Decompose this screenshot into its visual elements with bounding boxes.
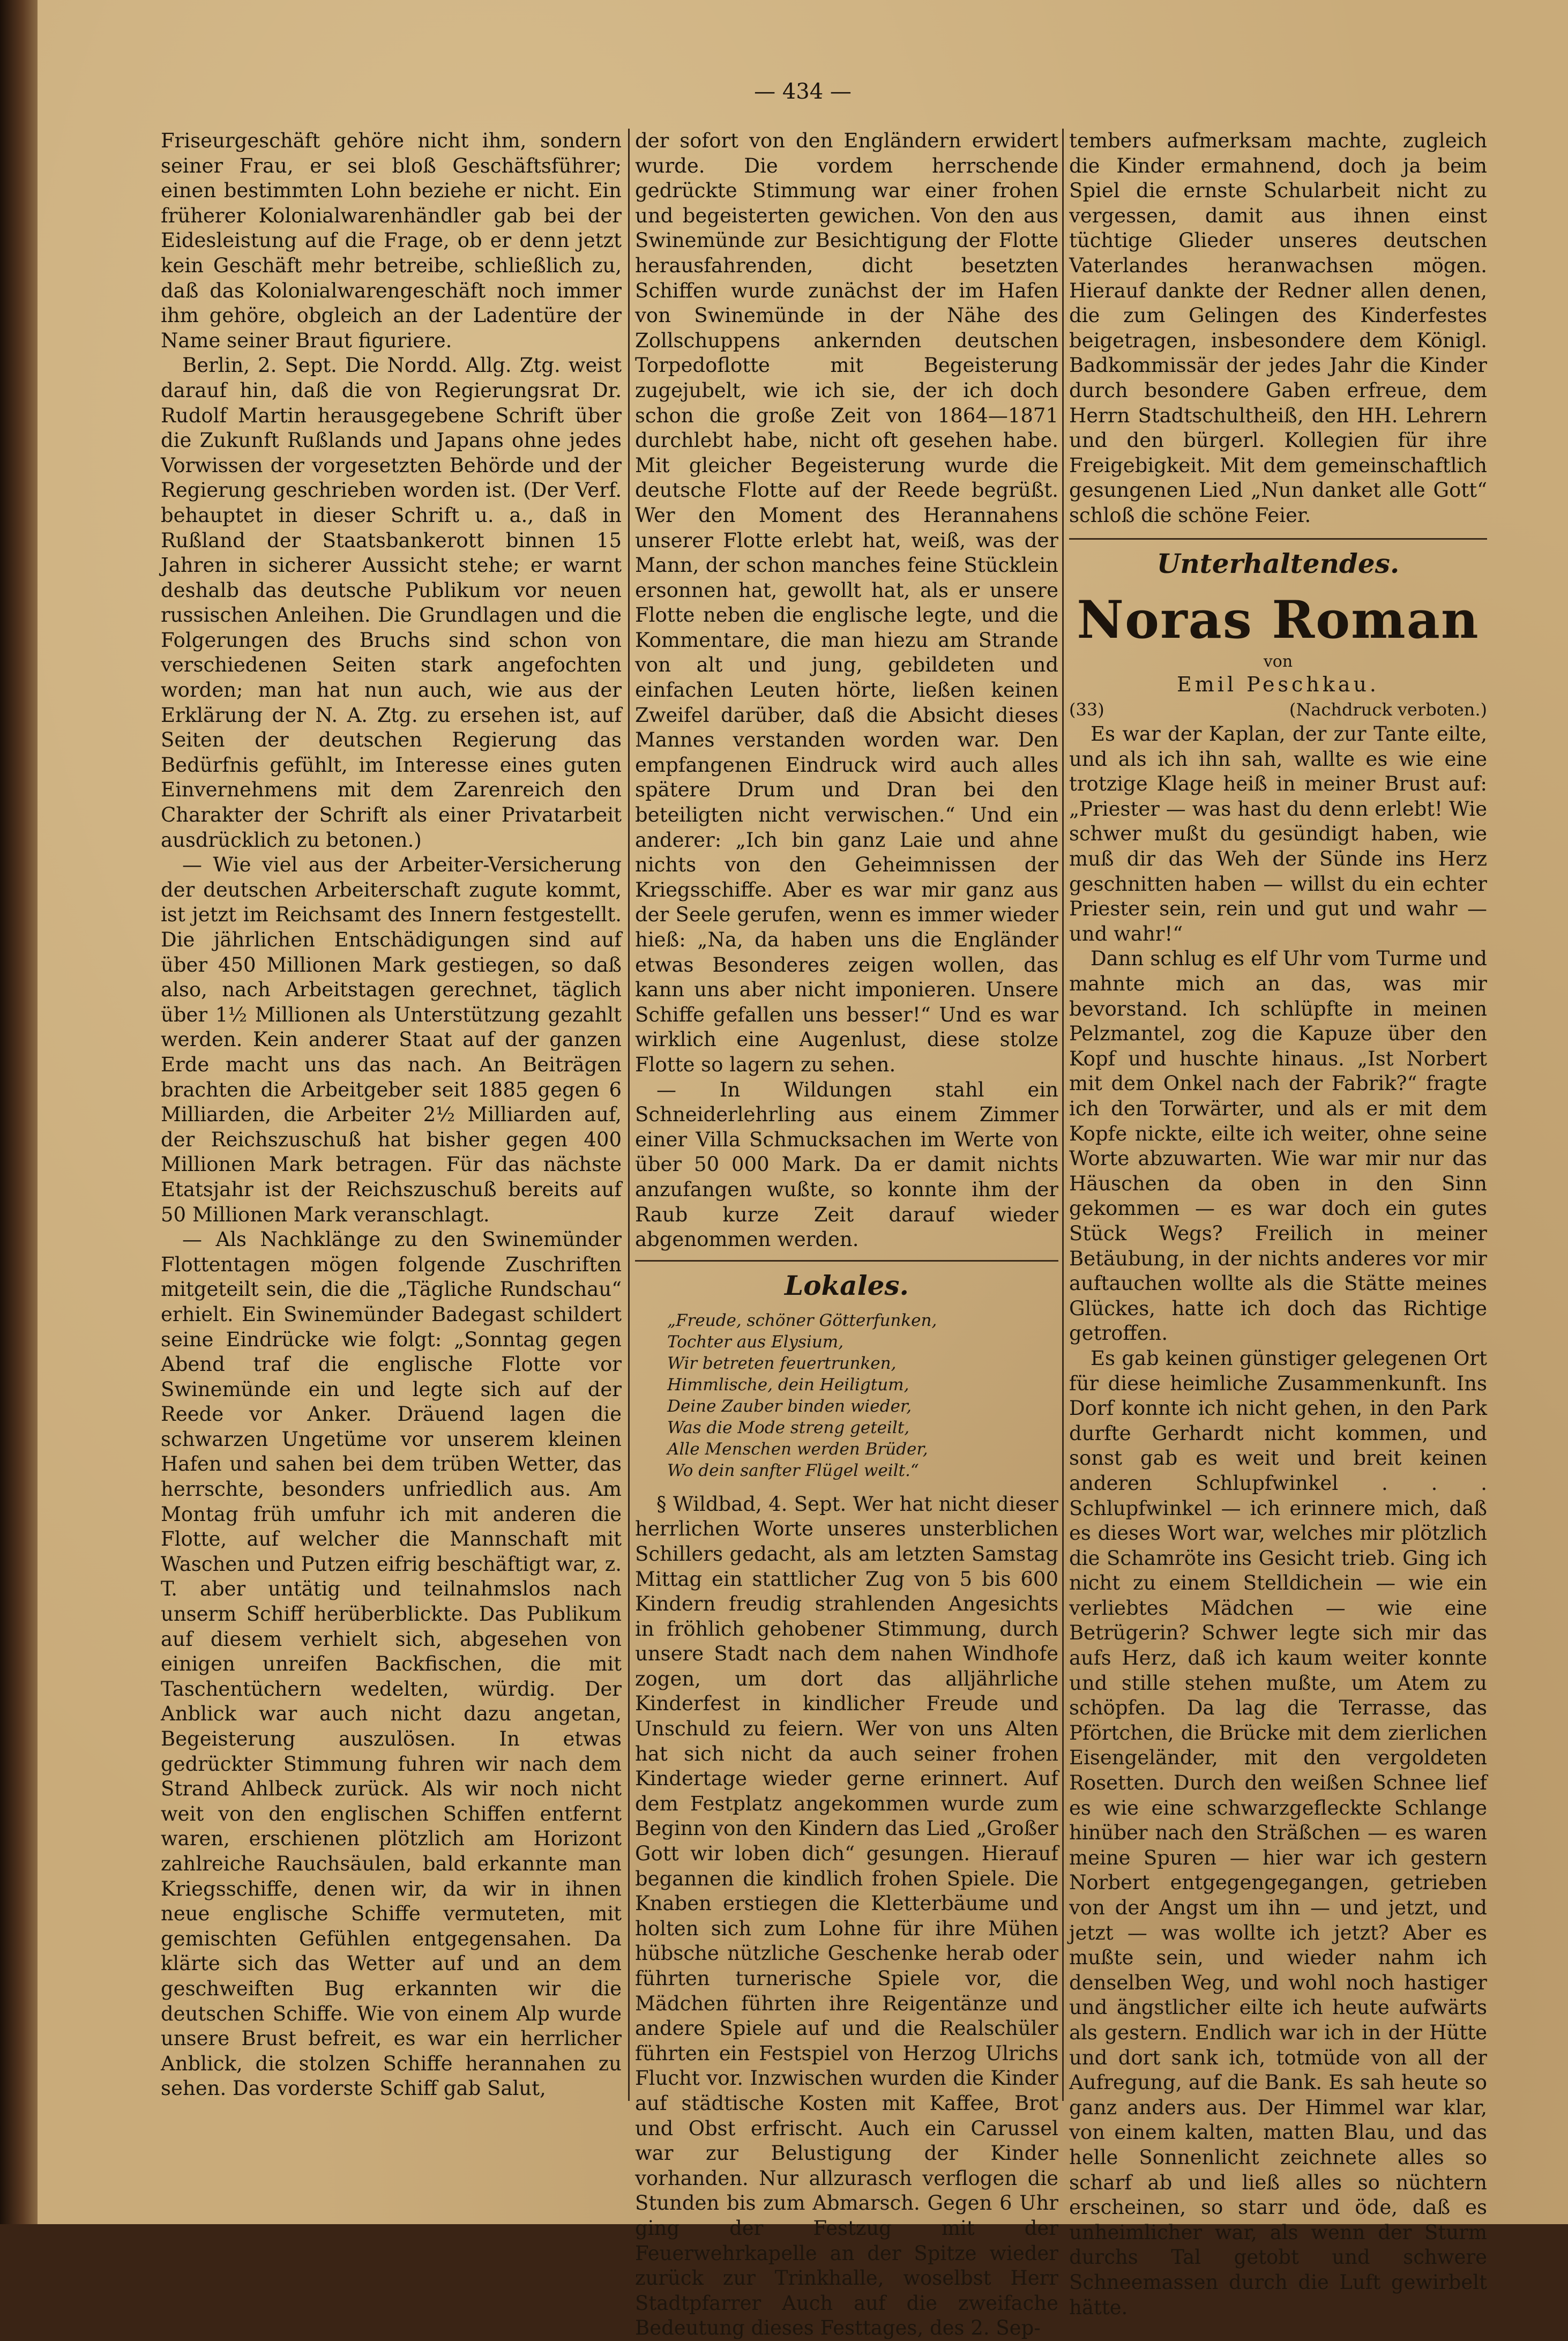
section-divider <box>1069 538 1487 540</box>
novel-paragraph: Dann schlug es elf Uhr vom Turme und mahnte mich an das, was mir bevorstand. Ich schlüpfte in meinen Pelzmantel, zog die Kapuze über den Kopf und huschte hinaus. „Ist Norbert mit dem Onkel nach der Fabrik?“ fragte ich den Torwärter, und als er mit dem Kopfe nickte, eilte ich weiter, ohne seine Worte abzuwarten. Wie war mir nur das Häuschen da oben in den Sinn gekommen — es war doch ein gutes Stück Wegs? Freilich in meiner Betäubung, in der nichts anderes vor mir auftauchen wollte als die Stätte meines Glückes, hatte ich doch das Richtige getroffen. <box>1069 947 1487 1345</box>
article-paragraph: — Als Nachklänge zu den Swinemünder Flottentagen mögen folgende Zuschriften mitgeteilt sein, die die „Tägliche Rundschau“ erhielt. Ein Swinemünder Badegast schildert seine Eindrücke wie folgt: „Sonntag gegen Abend traf die englische Flotte vor Swinemünde ein und legte sich auf der Reede vor Anker. Dräuend lagen die schwarzen Ungetüme vor unserem kleinen Hafen und sahen bei dem trüben Wetter, das herrschte, besonders unfriedlich aus. Am Montag früh umfuhr ich mit anderen die Flotte, auf welcher die Mannschaft mit Waschen und Putzen eifrig beschäftigt war, z. T. aber untätig und teilnahmslos nach unserm Schiff herüberblickte. Das Publikum auf diesem verhielt sich, abgesehen von einigen unreifen Backfischen, die mit Taschentüchern wedelten, würdig. Der Anblick war auch nicht dazu angetan, Begeisterung auszulösen. In etwas gedrückter Stimmung fuhren wir nach dem Strand Ahlbeck zurück. Als wir noch nicht weit von den englischen Schiffen entfernt waren, erschienen plötzlich am Horizont zahlreiche Rauchsäulen, bald erkannte man Kriegsschiffe, denen wir, da wir in ihnen neue englische Schiffe vermuteten, mit gemischten Gefühlen entgegensahen. Da klärte sich das Wetter auf und an dem geschweiften Bug erkannten wir die deutschen Schiffe. Wie von einem Alp wurde unsere Brust befreit, es war ein herrlicher Anblick, die stolzen Schiffe herannahen zu sehen. Das vorderste Schiff gab Salut, <box>161 1228 622 2100</box>
column-divider <box>1062 129 1064 2101</box>
article-paragraph: § Wildbad, 4. Sept. Wer hat nicht dieser herrlichen Worte unseres unsterblichen Schillers gedacht, als am letzten Samstag Mittag ein stattlicher Zug von 5 bis 600 Kindern freudig strahlenden Angesichts in fröhlich gehobener Stimmung, durch unsere Stadt nach dem nahen Windhofe zogen, um dort das alljährliche Kinderfest in kindlicher Freude und Unschuld zu feiern. Wer von uns Alten hat sich nicht da auch seiner frohen Kindertage wieder gerne erinnert. Auf dem Festplatz angekommen wurde zum Beginn von den Kindern das Lied „Großer Gott wir loben dich“ gesungen. Hierauf begannen die kindlich frohen Spiele. Die Knaben erstiegen die Kletterbäume und holten sich zum Lohne für ihre Mühen hübsche nützliche Geschenke herab oder führten turnerische Spiele vor, die Mädchen führten ihre Reigentänze und andere Spiele auf und die Realschüler führten ein Festspiel von Herzog Ulrichs Flucht vor. Inzwischen wurden die Kinder auf städtische Kosten mit Kaffee, Brot und Obst erfrischt. Auch ein Carussel war zur Belustigung der Kinder vorhanden. Nur allzurasch verflogen die Stunden bis zum Abmarsch. Gegen 6 Uhr ging der Festzug mit der Feuerwehrkapelle an der Spitze wieder zurück zur Trinkhalle, woselbst Herr Stadtpfarrer Auch auf die zweifache Bedeutung dieses Festtages, des 2. Sep- <box>635 1492 1058 2340</box>
byline-von: von <box>1263 652 1293 671</box>
poem-line: Alle Menschen werden Brüder, <box>667 1439 928 1459</box>
section-title-lokales: Lokales. <box>785 1269 909 1301</box>
installment-row <box>1069 697 1487 722</box>
novel-paragraph: Es gab keinen günstiger gelegenen Ort für diese heimliche Zusammenkunft. Ins Dorf konnte ich nicht gehen, in den Park durfte Gerhardt nicht kommen, und sonst gab es weit und breit keinen anderen Schlupfwinkel . . . Schlupfwinkel — ich erinnere mich, daß es dieses Wort war, welches mir plötzlich die Schamröte ins Gesicht trieb. Ging ich nicht zu einem Stelldichein — wie ein verliebtes Mädchen — wie eine Betrügerin? Schwer legte sich mir das aufs Herz, daß ich kaum weiter konnte und stille stehen mußte, um Atem zu schöpfen. Da lag die Terrasse, das Pförtchen, die Brücke mit dem zierlichen Eisengeländer, mit den vergoldeten Rosetten. Durch den weißen Schnee lief es wie eine schwarzgefleckte Schlange hinüber nach den Sträßchen — es waren meine Spuren — hier war ich gestern Norbert entgegengegangen, getrieben von der Angst um ihn — und jetzt, und jetzt — was wollte ich jetzt? Aber es mußte sein, und wieder nahm ich denselben Weg, und wohl noch hastiger und ängstlicher eilte ich heute aufwärts als gestern. Endlich war ich in der Hütte und dort sank ich, totmüde von all der Aufregung, auf die Bank. Es sah heute so ganz anders aus. Der Himmel war klar, von einem kalten, matten Blau, und das helle Sonnenlicht zeichnete alles so scharf ab und ließ alles so nüchtern erscheinen, so starr und öde, daß es unheimlicher war, als wenn der Sturm durchs Tal getobt und schwere Schneemassen durch die Luft gewirbelt hätte. <box>1069 1346 1487 2319</box>
section-divider <box>635 1260 1058 1262</box>
poem-line: Himmlische, dein Heiligtum, <box>667 1375 909 1395</box>
poem <box>635 1310 1058 1481</box>
reprint-note: (Nachdruck verboten.) <box>1289 699 1487 720</box>
column-2 <box>635 129 1058 2341</box>
column-1 <box>161 129 622 2101</box>
novel-paragraph: Es war der Kaplan, der zur Tante eilte, und als ich ihn sah, wallte es wie eine trotzige Klage heiß in meiner Brust auf: „Priester — was hast du denn erlebt! Wie schwer mußt du gesündigt haben, wie muß dir das Weh der Sünde ins Herz geschnitten haben — willst du ein echter Priester sein, rein und gut und wahr — und wahr!“ <box>1069 722 1487 945</box>
article-paragraph: — In Wildungen stahl ein Schneiderlehrling aus einem Zimmer einer Villa Schmucksachen im Werte von über 50 000 Mark. Da er damit nichts anzufangen wußte, so konnte ihm der Raub kurze Zeit darauf wieder abgenommen werden. <box>635 1078 1058 1251</box>
article-paragraph: Friseurgeschäft gehöre nicht ihm, sondern seiner Frau, er sei bloß Geschäftsführer; einen bestimmten Lohn beziehe er nicht. Ein früherer Kolonialwarenhändler gab bei der Eidesleistung auf die Frage, ob er denn jetzt kein Geschäft mehr betreibe, schließlich zu, daß das Kolonialwarengeschäft noch immer ihm gehöre, obgleich an der Ladentüre der Name seiner Braut figuriere. <box>161 129 622 352</box>
author-name: Emil Peschkau. <box>1177 672 1379 696</box>
article-paragraph: der sofort von den Engländern erwidert wurde. Die vordem herrschende gedrückte Stimmung war einer frohen und begeisterten gewichen. Von den aus Swinemünde zur Besichtigung der Flotte herausfahrenden, dicht besetzten Schiffen wurde zunächst der im Hafen von Swinemünde in der Nähe des Zollschuppens ankernden deutschen Torpedoflotte mit Begeisterung zugejubelt, wie ich sie, der ich doch schon die große Zeit von 1864—1871 durchlebt habe, nicht oft gesehen habe. Mit gleicher Begeisterung wurde die deutsche Flotte auf der Reede begrüßt. Wer den Moment des Herannahens unserer Flotte erlebt hat, weiß, was der Mann, der schon manches feine Stücklein ersonnen hat, gewollt hat, als er unsere Flotte neben die englische legte, und die Kommentare, die man hiezu am Strande von alt und jung, gebildeten und einfachen Leuten hörte, ließen keinen Zweifel darüber, daß die Absicht dieses Mannes verstanden worden war. Den empfangenen Eindruck wird auch alles spätere Drum und Dran bei den beteiligten nicht verwischen.“ Und ein anderer: „Ich bin ganz Laie und ahne nichts von den Geheimnissen der Kriegsschiffe. Aber es war mir ganz aus der Seele gerufen, wenn es immer wieder hieß: „Na, da haben uns die Engländer etwas Besonderes zeigen wollen, das kann uns aber nicht imponieren. Unsere Schiffe gefallen uns besser!“ Und es war wirklich eine Augenlust, diese stolze Flotte so lagern zu sehen. <box>635 129 1058 1076</box>
novel-title: Noras Roman <box>1077 589 1480 650</box>
column-divider <box>628 129 630 2101</box>
poem-line: Tochter aus Elysium, <box>667 1332 844 1352</box>
page-number: — 434 — <box>754 79 852 104</box>
poem-line: Wo dein sanfter Flügel weilt.“ <box>667 1460 919 1480</box>
book-spine <box>0 0 38 2224</box>
poem-line: Deine Zauber binden wieder, <box>667 1396 912 1416</box>
poem-line: Was die Mode streng geteilt, <box>667 1418 910 1437</box>
newspaper-page <box>38 0 1568 2340</box>
column-3 <box>1069 129 1487 2320</box>
article-paragraph: tembers aufmerksam machte, zugleich die Kinder ermahnend, doch ja beim Spiel die ernste Schularbeit nicht zu vergessen, damit aus ihnen einst tüchtige Glieder unseres deutschen Vaterlandes heranwachsen mögen. Hierauf dankte der Redner allen denen, die zum Gelingen des Kinderfestes beigetragen, insbesondere dem Königl. Badkommissär der jedes Jahr die Kinder durch besondere Gaben erfreue, dem Herrn Stadtschultheiß, den HH. Lehrern und den bürgerl. Kollegien für ihre Freigebigkeit. Mit dem gemeinschaftlich gesungenen Lied „Nun danket alle Gott“ schloß die schöne Feier. <box>1069 129 1487 527</box>
poem-line: Wir betreten feuertrunken, <box>667 1353 897 1373</box>
poem-line: „Freude, schöner Götterfunken, <box>667 1310 937 1330</box>
article-paragraph: Berlin, 2. Sept. Die Nordd. Allg. Ztg. weist darauf hin, daß die von Regierungsrat Dr. Rudolf Martin herausgegebene Schrift über die Zukunft Rußlands und Japans ohne jedes Vorwissen der vorgesetzten Behörde und der Regierung geschrieben worden ist. (Der Verf. behauptet in dieser Schrift u. a., daß in Rußland der Staatsbankerott binnen 15 Jahren in sicherer Aussicht stehe; er warnt deshalb das deutsche Publikum vor neuen russischen Anleihen. Die Grundlagen und die Folgerungen des Bruchs sind schon von verschiedenen Seiten stark angefochten worden; man hat nun auch, wie aus der Erklärung der N. A. Ztg. zu ersehen ist, auf Seiten der deutschen Regierung das Bedürfnis gefühlt, im Interesse eines guten Einvernehmens mit dem Zarenreich den Charakter der Schrift als einer Privatarbeit ausdrücklich zu betonen.) <box>161 354 622 852</box>
installment-number: (33) <box>1069 699 1104 720</box>
article-paragraph: — Wie viel aus der Arbeiter-Versicherung der deutschen Arbeiterschaft zugute kommt, ist jetzt im Reichsamt des Innern festgestellt. Die jährlichen Entschädigungen sind auf über 450 Millionen Mark gestiegen, so daß also, nach Arbeitstagen gerechnet, täglich über 1½ Millionen als Unterstützung gezahlt werden. Kein anderer Staat auf der ganzen Erde macht uns das nach. An Beiträgen brachten die Arbeitgeber seit 1885 gegen 6 Milliarden, die Arbeiter 2½ Milliarden auf, der Reichszuschuß hat bisher gegen 400 Millionen Mark betragen. Für das nächste Etatsjahr ist der Reichszuschuß bereits auf 50 Millionen Mark veranschlagt. <box>161 853 622 1226</box>
section-title-unterhaltendes: Unterhaltendes. <box>1156 547 1400 579</box>
